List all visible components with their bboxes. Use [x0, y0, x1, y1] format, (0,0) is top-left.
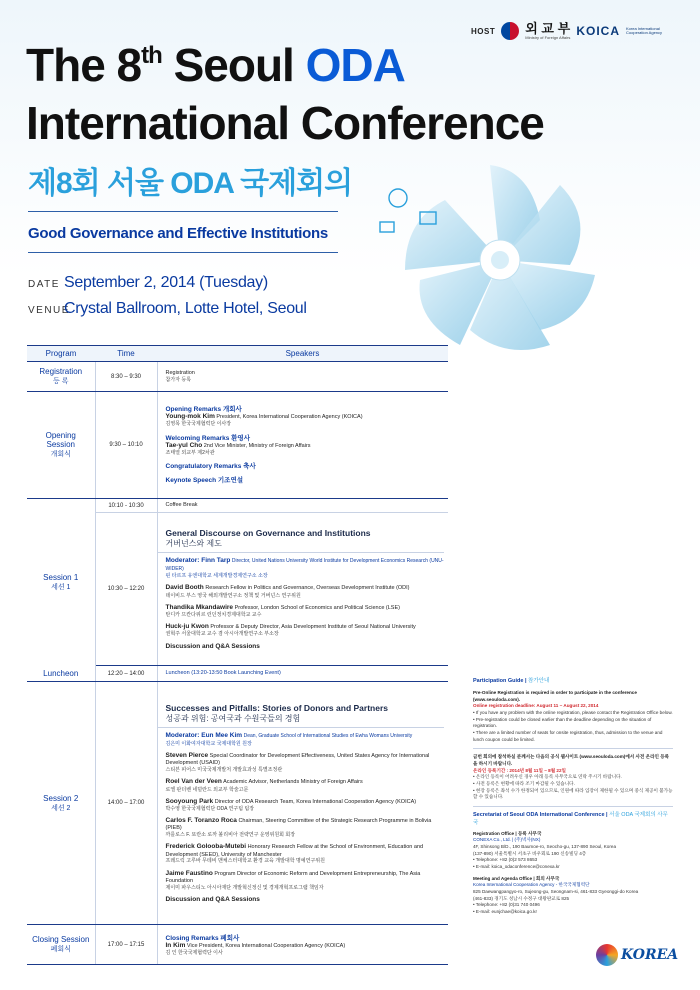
speaker-line	[166, 584, 445, 592]
divider	[473, 748, 673, 749]
speaker	[166, 798, 445, 812]
moderator-desc: Director, United Nations University World Institute for Development Economics Research (UNU-WIDER)	[165, 558, 444, 572]
guide-heading-en: Participation Guide	[473, 678, 524, 684]
time-cell: 17:00 – 17:15	[95, 925, 157, 965]
speaker-ko: 스티븐 피어스 미국국제개발처 개발효과성 특별조정관	[165, 767, 283, 774]
guide-text: Pre-Online Registration is required in order to participate in the conference (www.seouloda.com).	[473, 689, 637, 702]
program-name: Registration	[39, 367, 83, 376]
office-telephone: • Telephone: +82 (0)2 573 8653	[473, 857, 538, 863]
divider	[28, 211, 338, 212]
koica-logo: KOICA	[576, 24, 620, 38]
header-program: Program	[27, 346, 95, 362]
office-telephone: • Telephone: +82 (0)31 740 0496	[473, 902, 540, 908]
speaker-heading	[166, 461, 445, 470]
office-email[interactable]: • E-mail: eunjchae@koica.go.kr	[473, 908, 537, 914]
host-bar	[471, 22, 678, 40]
speaker	[166, 584, 445, 598]
table-header-row	[27, 346, 448, 362]
speaker-line	[166, 870, 445, 885]
program-cell	[27, 392, 95, 499]
speaker-name: Sooyoung Park	[165, 797, 214, 805]
program-cell	[27, 925, 95, 965]
venue-value: Crystal Ballroom, Lotte Hotel, Seoul	[64, 300, 307, 317]
session-title-ko: 성공과 위험: 공여국과 수원국들의 경험	[165, 714, 301, 724]
title-line-1	[26, 39, 405, 91]
session-title-ko: 거버넌스와 제도	[165, 539, 222, 549]
speaker-name: David Booth	[165, 584, 204, 592]
guide-bullet: • There are a limited number of seats for onsite registration, thus, admission to the venue and lunch coupon could be limited.	[473, 729, 663, 742]
session-title: Successes and Pitfalls: Stories of Donors and Partners	[165, 703, 388, 714]
program-cell	[27, 499, 95, 666]
office-name-ko: 등록 사무국	[517, 830, 542, 836]
title-line-1-a: The 8	[26, 39, 142, 91]
speakers-cell	[157, 513, 448, 666]
header-speakers: Speakers	[157, 346, 448, 362]
discussion: Discussion and Q&A Sessions	[165, 642, 260, 650]
office-name-ko: 회의 사무국	[535, 875, 560, 881]
speaker-desc: Special Coordinator for Development Effectiveness, United States Agency for International Development (USAID)	[165, 753, 430, 767]
speaker-line	[166, 604, 445, 612]
venue-label: VENUE	[28, 305, 70, 316]
table-row	[27, 499, 448, 513]
speaker-name: Frederick Golooba-Mutebi	[165, 843, 247, 851]
speaker-line	[166, 778, 445, 786]
speaker-ko: 까를로스 F. 또란소 로까 볼리비아 전략연구 운영위원회 회장	[165, 832, 296, 839]
program-name: Session 2	[43, 793, 79, 803]
speaker-heading	[166, 404, 445, 413]
title-korean: 제8회 서울 ODA 국제회의	[28, 167, 353, 200]
program-name-ko: 세션 1	[51, 583, 71, 591]
secretariat-heading-ko: 서울 ODA 국제회의 사무국	[473, 811, 668, 826]
moderator-ko: 김은미 이화여자대학교 국제대학원 원장	[165, 741, 252, 748]
speaker-line	[166, 843, 445, 858]
program-name-ko: 개회식	[50, 451, 71, 458]
program-name-ko: 세션 2	[51, 804, 71, 812]
speaker-ko: 김 인 한국국제협력단 이사	[165, 949, 223, 956]
mofa-emblem-icon	[501, 22, 519, 40]
speaker-ko: 프레드릭 고루바 무테비 맨체스터대학교 환경 교육 개발대학 명예연구위원	[165, 858, 325, 865]
guide-text-ko: 금번 회의에 참석하실 분께서는 다음의 공식 웹사이트 (www.seouloda.com)에서 사전 온라인 등록을 하시기 바랍니다.	[473, 754, 670, 766]
speaker-ko: 조태열 외교부 제2차관	[165, 449, 215, 456]
coffee-break: Coffee Break	[165, 502, 198, 509]
speakers-cell	[157, 925, 448, 965]
guide-deadline: Online registration deadline: August 11 ~ August 22, 2014	[473, 703, 599, 709]
speaker-line	[166, 442, 445, 450]
moderator-desc: Dean, Graduate School of International Studies of Ewha Womans University	[243, 733, 413, 740]
session-title: General Discourse on Governance and Institutions	[165, 528, 371, 539]
office-org: Korea International Cooperation Agency - 한국국제협력단	[473, 882, 590, 888]
speaker-line	[166, 557, 445, 572]
table-row	[27, 362, 448, 392]
date-value: September 2, 2014 (Tuesday)	[64, 274, 268, 291]
speaker-heading	[166, 433, 445, 442]
speaker-desc: 2nd Vice Minister, Ministry of Foreign Affairs	[203, 442, 311, 449]
speakers-cell	[157, 362, 448, 392]
session-title-block	[158, 703, 445, 728]
speaker-desc: President, Korea International Cooperation Agency (KOICA)	[216, 414, 363, 421]
guide-bullet-ko: • 사전 등록은 현황에 따라 조기 마감될 수 있습니다.	[473, 780, 575, 786]
speaker-desc: Professor & Deputy Director, Asia Development Institute of Seoul National University	[210, 624, 416, 631]
speaker-ko: 박수영 한국국제협력단 ODA 연구팀 팀장	[165, 805, 255, 812]
office-email[interactable]: • E-mail: koica_odaconference@conexa.kr	[473, 864, 560, 870]
moderator-ko: 핀 타르프 유엔대학교 세계개발경제연구소 소장	[165, 573, 268, 580]
heading-en: Welcoming Remarks	[165, 434, 230, 442]
participation-guide	[473, 678, 673, 916]
guide-deadline-ko: 온라인 등록기간 : 2014년 8월 11일 ~ 8월 22일	[473, 767, 566, 773]
speaker-ko: 로엘 판더벤 네덜란드 외교부 학술고문	[165, 786, 249, 793]
heading-en: Opening Remarks	[165, 406, 222, 414]
speaker-name: Thandika Mkandawire	[165, 603, 234, 611]
registration-line-ko: 참가자 등록	[165, 376, 192, 383]
heading-ko: 폐회사	[220, 934, 240, 942]
heading-ko: 환영사	[231, 434, 250, 442]
heading-ko: 개회사	[222, 406, 242, 414]
office-address-ko: (461-833) 경기도 성남시 수정구 대왕판교로 825	[473, 895, 570, 901]
speaker	[166, 604, 445, 618]
speaker-ko: 김영목 한국국제협력단 이사장	[165, 421, 232, 428]
speaker-desc: Honorary Research Fellow at the School of Environment, Education and Development (SEED), University of Manchester	[165, 844, 424, 858]
program-cell	[27, 682, 95, 925]
speaker-ko: 탄디카 므칸다위르 런던정치경제대학교 교수	[165, 611, 262, 618]
heading-ko: 기조연설	[217, 476, 244, 484]
heading-ko: 축사	[243, 462, 256, 470]
opening-remarks	[166, 404, 445, 427]
heading-en: Congratulatory Remarks	[165, 462, 242, 470]
time-cell: 10:10 - 10:30	[95, 499, 157, 513]
speaker-desc: Director of ODA Research Team, Korea International Cooperation Agency (KOICA)	[214, 798, 417, 805]
program-cell	[27, 666, 95, 682]
speaker-desc: Vice President, Korea International Cooperation Agency (KOICA)	[186, 942, 346, 949]
speaker-name: Carlos F. Toranzo Roca	[165, 817, 237, 825]
host-label: HOST	[471, 26, 496, 36]
luncheon-label: Luncheon (13:20-13:50 Book Launching Event)	[165, 670, 281, 677]
speaker-desc: Chairman, Steering Committee of the Strategic Research Programme in Bolivia (PIEB)	[165, 818, 432, 832]
guide-bullet: • Pre-registration could be closed earlier than the deadline depending on the situation of registration.	[473, 716, 652, 729]
program-name: Session 1	[43, 572, 79, 582]
speaker-name: Steven Pierce	[165, 752, 209, 760]
table-row	[27, 682, 448, 925]
program-name-ko: 등 록	[53, 378, 69, 385]
speaker-line	[166, 798, 445, 806]
mofa-name: 외 교 부	[525, 21, 571, 36]
session-title-block	[158, 528, 445, 553]
speaker-name: Tae-yul Cho	[165, 441, 203, 449]
speaker-ko: 데이비드 부스 영국 해외개발연구소 정책 및 거버넌스 연구위원	[165, 592, 301, 599]
guide-bullet-ko: • 현장 등록은 좌석 수가 한정되어 있으므로, 인원에 따라 입장이 제한될 수 있으며 중식 제공이 불가능 할 수 있습니다.	[473, 787, 673, 800]
office-name-en: Registration Office	[473, 830, 515, 836]
divider	[28, 252, 338, 253]
moderator-name: Moderator: Finn Tarp	[165, 557, 231, 565]
conference-theme: Good Governance and Effective Institutions	[28, 225, 328, 242]
speaker	[166, 817, 445, 838]
heading-en: Keynote Speech	[165, 476, 217, 484]
table-row	[27, 666, 448, 682]
guide-heading-ko: 참가안내	[528, 678, 550, 684]
speaker-desc: Professor, London School of Economics and Political Science (LSE)	[234, 604, 400, 611]
speaker-name: In Kim	[165, 941, 186, 949]
office-name-en: Meeting and Agenda Office	[473, 875, 533, 881]
speaker-line	[166, 752, 445, 767]
keynote-speech	[166, 475, 445, 484]
speaker-name: Roel Van der Veen	[165, 778, 222, 786]
korea-brand-logo	[596, 944, 678, 966]
header-time: Time	[95, 346, 157, 362]
speaker-ko: 제이미 파우스티노 아시아재단 개발혁신정신 및 경제개혁프로그램 책임자	[165, 884, 324, 891]
registration-line: Registration	[165, 369, 195, 376]
title-line-1-b: Seoul	[161, 39, 306, 91]
moderator	[166, 557, 445, 579]
speaker-desc: Program Director of Economic Reform and Development Entrepreneurship, The Asia Foundation	[165, 870, 421, 884]
guide-bullet-ko: • 온라인 등록이 어려우신 경우 아래 등록 사무국으로 연락 주시기 바랍니다.	[473, 774, 622, 780]
office-name: Meeting and Agenda Office | 회의 사무국	[473, 875, 560, 881]
divider	[473, 806, 673, 807]
program-name: Opening Session	[45, 431, 76, 449]
speaker-desc: Research Fellow in Politics and Governance, Overseas Development Institute (ODI)	[205, 585, 410, 592]
speaker-ko: 권혁주 서울대학교 교수 겸 아시아개발연구소 부소장	[165, 631, 279, 638]
secretariat-heading-en: Secretariat of Seoul ODA International Conference	[473, 811, 605, 818]
venue-row	[28, 300, 307, 318]
speaker-desc: Academic Advisor, Netherlands Ministry of Foreign Affairs	[223, 779, 363, 786]
korea-swirl-icon	[596, 944, 618, 966]
date-row	[28, 274, 268, 292]
program-name: Closing Session	[32, 935, 90, 944]
time-cell: 14:00 – 17:00	[95, 682, 157, 925]
date-label: DATE	[28, 279, 60, 290]
program-name-ko: 폐회식	[50, 946, 71, 953]
korea-wordmark: KOREA	[621, 947, 679, 963]
speaker	[166, 752, 445, 773]
speaker-name: Huck-ju Kwon	[165, 623, 209, 631]
title-line-2: International Conference	[26, 97, 544, 149]
table-row	[27, 392, 448, 499]
moderator-name: Moderator: Eun Mee Kim	[165, 732, 243, 740]
schedule-table	[27, 345, 448, 965]
speaker	[166, 843, 445, 864]
time-cell: 12:20 – 14:00	[95, 666, 157, 682]
welcoming-remarks	[166, 433, 445, 456]
speaker	[166, 870, 445, 891]
speaker-name: Jaime Faustino	[165, 869, 213, 877]
office-address: 4F, Shinsong B/D., 190 Baumoe-ro, Seocho-gu, 137-890 Seoul, Korea	[473, 844, 617, 850]
speakers-cell	[157, 499, 448, 513]
time-cell: 8:30 – 9:30	[95, 362, 157, 392]
congratulatory-remarks	[166, 461, 445, 470]
speaker-line	[166, 942, 445, 950]
office-org: CONEXA Co., Ltd. | (주)넥사(NX)	[473, 837, 541, 843]
time-cell: 10:30 – 12:20	[95, 513, 157, 666]
mofa-sub: Ministry of Foreign Affairs	[525, 35, 571, 40]
office-address-ko: (137-890) 서울특별시 서초구 바우뫼로 190 신송빌딩 4층	[473, 850, 587, 856]
office-name: Registration Office | 등록 사무국	[473, 830, 542, 836]
table-row	[27, 925, 448, 965]
title-accent: ODA	[305, 39, 405, 91]
speaker-heading	[166, 933, 445, 942]
program-name: Luncheon	[43, 668, 79, 678]
speakers-cell	[157, 666, 448, 682]
guide-bullet: • If you have any problem with the online registration, please contact the Registration Office below.	[473, 709, 673, 715]
office-address: 825 Daewangpangyo-ro, Sujeong-gu, Seongnam-si, 461-833 Gyeonggi-do Korea	[473, 889, 639, 894]
speaker	[166, 623, 445, 637]
speaker-line	[166, 817, 445, 832]
speakers-cell	[157, 682, 448, 925]
speaker-name: Young-mok Kim	[165, 413, 215, 421]
speaker	[166, 778, 445, 792]
koica-sub: Korea International Cooperation Agency	[626, 25, 663, 35]
program-cell	[27, 362, 95, 392]
moderator	[166, 732, 445, 747]
speakers-cell	[157, 392, 448, 499]
secretariat-heading: Secretariat of Seoul ODA International Conference | 서울 ODA 국제회의 사무국	[473, 811, 668, 826]
time-cell: 9:30 – 10:10	[95, 392, 157, 499]
title-line-1-sup: th	[141, 42, 162, 69]
discussion: Discussion and Q&A Sessions	[165, 895, 260, 903]
pinwheel-illustration	[360, 150, 610, 360]
speaker-line	[166, 732, 445, 740]
speaker-heading	[166, 475, 445, 484]
heading-en: Closing Remarks	[165, 934, 219, 942]
guide-heading: Participation Guide | 참가안내	[473, 678, 550, 684]
mofa-logo	[525, 22, 570, 40]
